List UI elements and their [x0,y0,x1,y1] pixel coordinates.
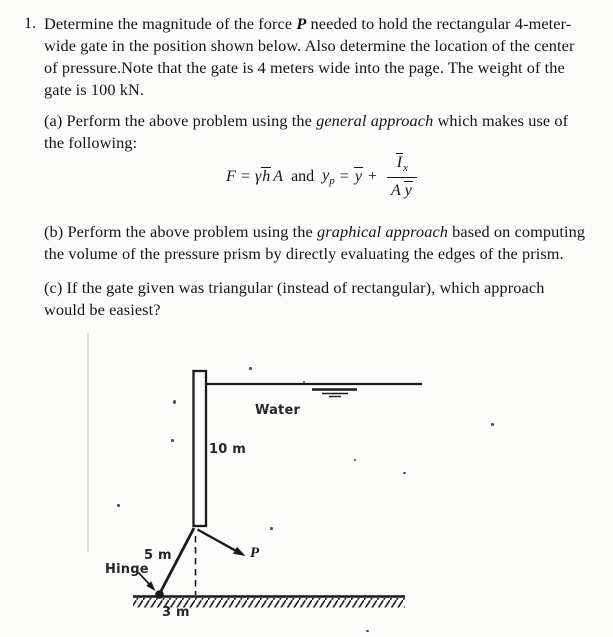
scan-speck [303,381,305,383]
formula-equals-1: = [240,167,250,185]
part-a-pre: (a) Perform the above problem using the [44,111,317,130]
hinge-label: Hinge [105,562,149,577]
part-a-line-2: the following: [44,133,138,152]
statement-line-3: of pressure.Note that the gate is 4 meters wide into the page. The weight of the [44,58,565,77]
depth-dimension-label: 10 m [209,442,246,457]
formula-Ibar: I [396,154,403,171]
formula-and: and [291,167,315,185]
scan-speck [249,367,252,370]
part-b-line-2: the volume of the pressure prism by directly evaluating the edges of the prism. [44,244,564,263]
scan-speck [354,459,356,461]
part-b-pre: (b) Perform the above problem using the [44,222,318,241]
p-force-arrowhead [233,547,245,556]
scan-speck [366,630,369,632]
scan-speck [117,504,120,507]
part-c-line-1: (c) If the gate given was triangular (instead of rectangular), which approach [44,278,545,297]
formula-ybar: y [354,168,362,186]
formula-den-ybar: y [404,182,412,200]
formula-yp-y: y [322,166,330,184]
scan-speck [403,472,406,474]
gate-length-dimension-label: 5 m [144,548,172,563]
p-force-arrow-shaft [198,530,236,551]
scan-speck [491,423,494,426]
statement-line-4: gate is 100 kN. [44,80,145,99]
general-approach-emphasis: general approach [316,111,434,130]
formula-equals-2: = [339,167,349,185]
problem-number: 1. [24,13,37,32]
formula-yp-sub: p [329,174,335,187]
formula-hbar: h [262,168,271,186]
part-c-line-2: would be easiest? [44,300,161,319]
part-b-post: based on computing [448,222,586,241]
formula-plus: + [367,167,377,185]
formula-Ix-sub: x [403,162,408,175]
wall-rect [194,371,207,526]
scan-speck [173,400,176,404]
formula-den-A: A [390,182,401,200]
base-dimension-label: 3 m [162,605,190,620]
scan-speck [270,527,273,530]
statement-line-2: wide gate in the position shown below. Also determine the location of the center [44,36,575,55]
scan-speck [171,439,174,442]
graphical-approach-emphasis: graphical approach [317,222,449,241]
statement-line-1-post: needed to hold the rectangular 4-meter- [306,14,572,33]
formula-area: A [273,167,284,185]
statement-line-1-pre: Determine the magnitude of the force [44,14,297,33]
formula-gamma: γ [254,167,262,185]
water-label: Water [255,403,301,418]
part-a-post: which makes use of [433,111,569,130]
force-symbol: P [296,14,307,33]
formula-F: F [226,167,236,185]
p-force-label: P [250,545,260,561]
